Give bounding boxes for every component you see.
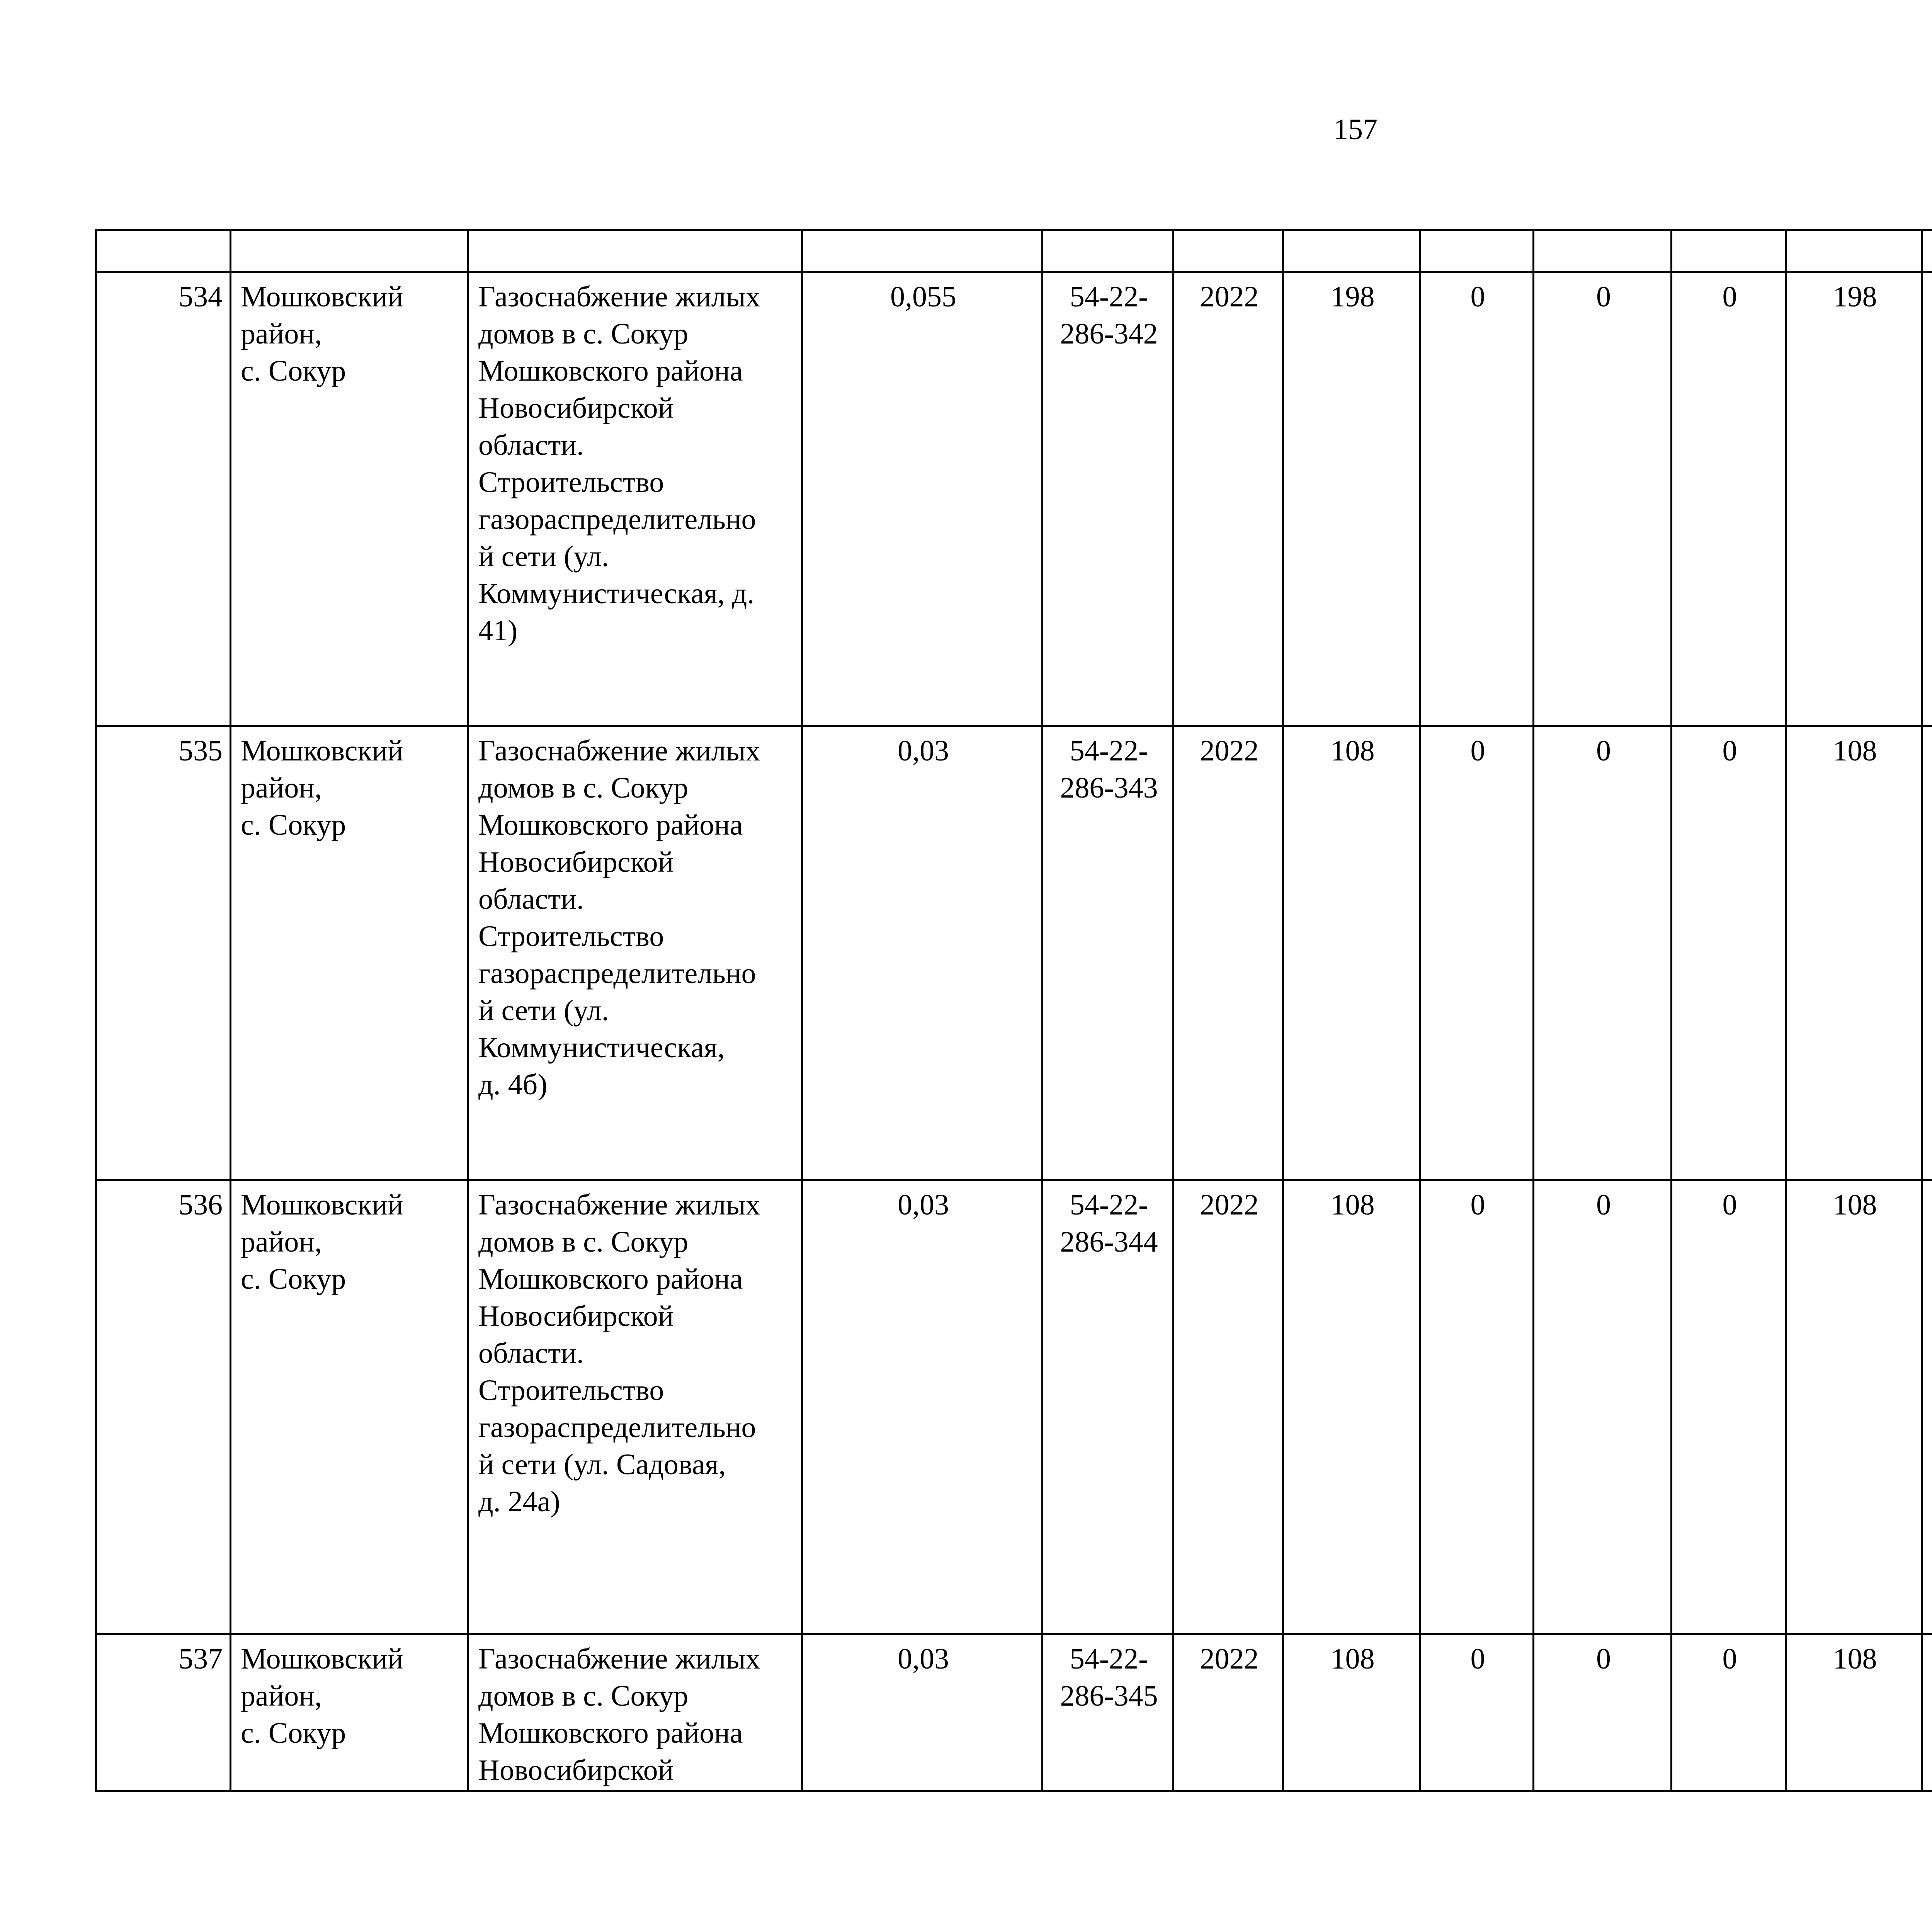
value-cell: 0 [1420,272,1534,726]
page-number: 157 [1333,113,1378,146]
registry-table [95,229,1932,1792]
value-cell: 0 [1534,726,1672,1180]
total-cell: 108 [1283,1180,1420,1634]
row-number-cell: 535 [96,726,231,1180]
organization-cell [1922,1634,1932,1791]
location-cell: Мошковский район, с. Сокур [231,1180,468,1634]
table-row [96,726,1932,1180]
value-cell: 0 [1672,272,1786,726]
row-number-cell: 537 [96,1634,231,1791]
object-cell: Газоснабжение жилых домов в с. Сокур Мошковского района Новосибирской области. Строительство газораспределительно й сети (ул. Коммунистическая, д. 41) [468,272,802,726]
location-cell: Мошковский район, с. Сокур [231,272,468,726]
value-cell: 0 [1672,1634,1786,1791]
location-cell: Мошковский район, с. Сокур [231,1634,468,1791]
year-cell: 2022 [1173,1180,1283,1634]
length-cell: 0,03 [802,1180,1043,1634]
year-cell: 2022 [1173,1634,1283,1791]
table-row [96,272,1932,726]
code-cell: 54-22- 286-345 [1043,1634,1173,1791]
year-cell: 2022 [1173,726,1283,1180]
value-cell: 198 [1786,272,1922,726]
organization-cell [1922,272,1932,726]
table-row-continuation [96,230,1932,272]
value-cell: 0 [1672,1180,1786,1634]
value-cell: 108 [1786,726,1922,1180]
value-cell: 0 [1420,1634,1534,1791]
object-cell: Газоснабжение жилых домов в с. Сокур Мошковского района Новосибирской области. Строительство газораспределительно й сети (ул. Коммунистическая, д. 4б) [468,726,802,1180]
code-cell: 54-22- 286-343 [1043,726,1173,1180]
object-cell: Газоснабжение жилых домов в с. Сокур Мошковского района Новосибирской [468,1634,802,1791]
length-cell: 0,03 [802,1634,1043,1791]
row-number-cell: 536 [96,1180,231,1634]
organization-cell [1922,1180,1932,1634]
value-cell: 0 [1420,726,1534,1180]
year-cell: 2022 [1173,272,1283,726]
length-cell: 0,055 [802,272,1043,726]
value-cell: 0 [1672,726,1786,1180]
value-cell: 0 [1534,1634,1672,1791]
value-cell: 108 [1786,1634,1922,1791]
object-cell: Газоснабжение жилых домов в с. Сокур Мошковского района Новосибирской области. Строительство газораспределительно й сети (ул. Садовая, д. 24а) [468,1180,802,1634]
table-row [96,1180,1932,1634]
code-cell: 54-22- 286-344 [1043,1180,1173,1634]
total-cell: 108 [1283,726,1420,1180]
total-cell: 108 [1283,1634,1420,1791]
organization-cell [1922,726,1932,1180]
length-cell: 0,03 [802,726,1043,1180]
value-cell: 0 [1534,272,1672,726]
value-cell: 0 [1420,1180,1534,1634]
value-cell: 108 [1786,1180,1922,1634]
table-row [96,1634,1932,1791]
row-number-cell: 534 [96,272,231,726]
total-cell: 198 [1283,272,1420,726]
value-cell: 0 [1534,1180,1672,1634]
location-cell: Мошковский район, с. Сокур [231,726,468,1180]
code-cell: 54-22- 286-342 [1043,272,1173,726]
